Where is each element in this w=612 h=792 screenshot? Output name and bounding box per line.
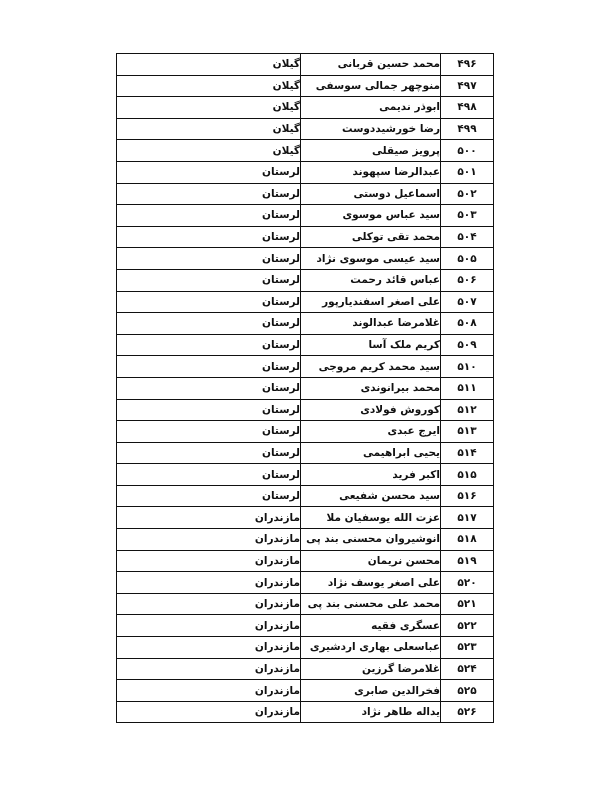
person-name-cell: غلامرضا عبدالوند (301, 313, 441, 335)
row-number-cell: ۵۲۳ (441, 637, 494, 659)
row-number-cell: ۵۰۴ (441, 226, 494, 248)
person-name-cell: فخرالدین صابری (301, 680, 441, 702)
province-cell: لرستان (117, 399, 301, 421)
person-name-cell: ایرج عبدی (301, 421, 441, 443)
row-number-cell: ۵۱۷ (441, 507, 494, 529)
row-number-cell: ۵۱۱ (441, 377, 494, 399)
province-cell: لرستان (117, 356, 301, 378)
table-row (117, 183, 494, 205)
province-cell: لرستان (117, 421, 301, 443)
person-name-cell: سید عباس موسوی (301, 205, 441, 227)
person-name-cell: عبدالرضا سپهوند (301, 161, 441, 183)
row-number-cell: ۵۰۱ (441, 161, 494, 183)
province-cell: لرستان (117, 205, 301, 227)
person-name-cell: محمد حسین قربانی (301, 54, 441, 76)
table-row (117, 507, 494, 529)
table-body (117, 54, 494, 723)
province-cell: مازندران (117, 637, 301, 659)
table-row (117, 421, 494, 443)
person-name-cell: پرویز صیقلی (301, 140, 441, 162)
table-row (117, 248, 494, 270)
row-number-cell: ۴۹۹ (441, 118, 494, 140)
person-name-cell: علی اصغر یوسف نژاد (301, 572, 441, 594)
row-number-cell: ۵۲۰ (441, 572, 494, 594)
table-row (117, 399, 494, 421)
row-number-cell: ۵۱۵ (441, 464, 494, 486)
row-number-cell: ۴۹۷ (441, 75, 494, 97)
row-number-cell: ۵۰۸ (441, 313, 494, 335)
table-row (117, 161, 494, 183)
table-row (117, 701, 494, 723)
province-cell: مازندران (117, 615, 301, 637)
table-row (117, 658, 494, 680)
person-name-cell: محسن نریمان (301, 550, 441, 572)
table-row (117, 529, 494, 551)
province-cell: گیلان (117, 75, 301, 97)
person-name-cell: انوشیروان محسنی بند پی (301, 529, 441, 551)
table-row (117, 356, 494, 378)
row-number-cell: ۵۱۶ (441, 485, 494, 507)
province-cell: مازندران (117, 680, 301, 702)
person-name-cell: محمد بیرانوندی (301, 377, 441, 399)
province-cell: لرستان (117, 313, 301, 335)
row-number-cell: ۵۰۷ (441, 291, 494, 313)
person-name-cell: یحیی ابراهیمی (301, 442, 441, 464)
row-number-cell: ۵۱۴ (441, 442, 494, 464)
person-name-cell: سید محمد کریم مروجی (301, 356, 441, 378)
table-row (117, 334, 494, 356)
table-row (117, 377, 494, 399)
table-row (117, 54, 494, 76)
province-cell: مازندران (117, 550, 301, 572)
row-number-cell: ۵۰۶ (441, 269, 494, 291)
province-cell: لرستان (117, 485, 301, 507)
province-cell: لرستان (117, 442, 301, 464)
representatives-table (116, 53, 494, 723)
province-cell: مازندران (117, 701, 301, 723)
person-name-cell: عباس قائد رحمت (301, 269, 441, 291)
province-cell: لرستان (117, 183, 301, 205)
province-cell: لرستان (117, 226, 301, 248)
person-name-cell: غلامرضا گرزین (301, 658, 441, 680)
row-number-cell: ۵۲۴ (441, 658, 494, 680)
row-number-cell: ۵۲۱ (441, 593, 494, 615)
row-number-cell: ۵۱۰ (441, 356, 494, 378)
province-cell: مازندران (117, 529, 301, 551)
person-name-cell: عسگری فقیه (301, 615, 441, 637)
table-row (117, 680, 494, 702)
table-row (117, 485, 494, 507)
person-name-cell: کوروش فولادی (301, 399, 441, 421)
row-number-cell: ۵۰۵ (441, 248, 494, 270)
row-number-cell: ۵۱۳ (441, 421, 494, 443)
person-name-cell: اسماعیل دوستی (301, 183, 441, 205)
row-number-cell: ۵۰۰ (441, 140, 494, 162)
province-cell: لرستان (117, 334, 301, 356)
province-cell: مازندران (117, 593, 301, 615)
person-name-cell: سید محسن شفیعی (301, 485, 441, 507)
person-name-cell: کریم ملک آسا (301, 334, 441, 356)
person-name-cell: محمد تقی توکلی (301, 226, 441, 248)
row-number-cell: ۵۱۸ (441, 529, 494, 551)
table-row (117, 97, 494, 119)
person-name-cell: ابوذر ندیمی (301, 97, 441, 119)
table-row (117, 118, 494, 140)
province-cell: گیلان (117, 54, 301, 76)
person-name-cell: رضا خورشیددوست (301, 118, 441, 140)
person-name-cell: محمد علی محسنی بند پی (301, 593, 441, 615)
province-cell: مازندران (117, 572, 301, 594)
row-number-cell: ۵۰۳ (441, 205, 494, 227)
table-row (117, 205, 494, 227)
province-cell: لرستان (117, 161, 301, 183)
person-name-cell: یداله طاهر نژاد (301, 701, 441, 723)
province-cell: گیلان (117, 97, 301, 119)
row-number-cell: ۵۲۶ (441, 701, 494, 723)
province-cell: گیلان (117, 118, 301, 140)
table-row (117, 550, 494, 572)
row-number-cell: ۵۲۲ (441, 615, 494, 637)
table-row (117, 464, 494, 486)
table-row (117, 637, 494, 659)
province-cell: گیلان (117, 140, 301, 162)
row-number-cell: ۵۰۲ (441, 183, 494, 205)
table-row (117, 593, 494, 615)
person-name-cell: عزت الله یوسفیان ملا (301, 507, 441, 529)
person-name-cell: سید عیسی موسوی نژاد (301, 248, 441, 270)
table-row (117, 226, 494, 248)
row-number-cell: ۵۱۲ (441, 399, 494, 421)
table-row (117, 291, 494, 313)
table-row (117, 442, 494, 464)
row-number-cell: ۵۲۵ (441, 680, 494, 702)
table-row (117, 269, 494, 291)
table-row (117, 140, 494, 162)
row-number-cell: ۴۹۶ (441, 54, 494, 76)
province-cell: مازندران (117, 507, 301, 529)
person-name-cell: اکبر فرید (301, 464, 441, 486)
person-name-cell: منوچهر جمالی سوسفی (301, 75, 441, 97)
row-number-cell: ۵۱۹ (441, 550, 494, 572)
table-row (117, 615, 494, 637)
province-cell: مازندران (117, 658, 301, 680)
table-row (117, 75, 494, 97)
person-name-cell: علی اصغر اسفندیارپور (301, 291, 441, 313)
table-row (117, 572, 494, 594)
row-number-cell: ۴۹۸ (441, 97, 494, 119)
province-cell: لرستان (117, 377, 301, 399)
province-cell: لرستان (117, 464, 301, 486)
province-cell: لرستان (117, 291, 301, 313)
province-cell: لرستان (117, 269, 301, 291)
row-number-cell: ۵۰۹ (441, 334, 494, 356)
table-row (117, 313, 494, 335)
province-cell: لرستان (117, 248, 301, 270)
person-name-cell: عباسعلی بهاری اردشیری (301, 637, 441, 659)
